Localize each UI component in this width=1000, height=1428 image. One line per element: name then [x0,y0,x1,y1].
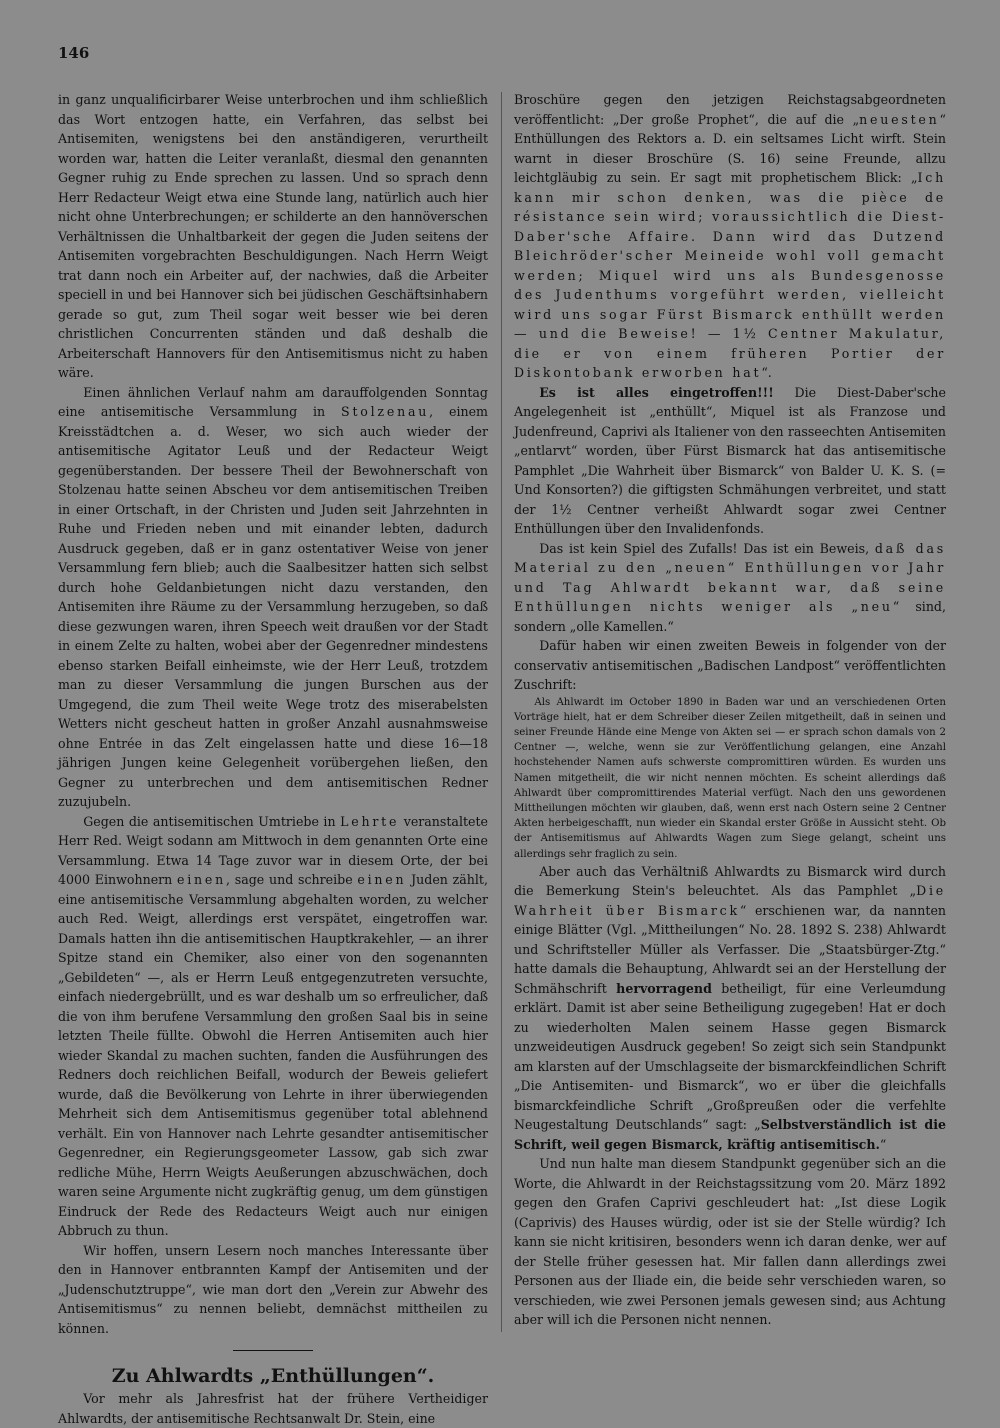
page-number: 146 [58,44,90,62]
bold-text: Selbstverständlich ist die Schrift, weil gegen Bismarck, kräftig antisemitisch. [514,1117,946,1152]
text-run: Aber auch das Verhältniß Ahlwardts zu Bismarck wird durch die Bemerkung Stein's beleuchtet. Als das Pamphlet „ [514,863,946,899]
right-column [514,90,946,1330]
text-run: Gegen die antisemitischen Umtriebe in [83,813,341,829]
paragraph: Dafür haben wir einen zweiten Beweis in folgender von der conservativ antisemitischen „Badischen Landpost“ veröffentlichten Zuschrift: [514,638,946,692]
quoted-letter: Als Ahlwardt im October 1890 in Baden war und an verschiedenen Orten Vorträge hielt, hat er dem Schreiber dieser Zeilen mitgetheilt, daß in seinen und seiner Freunde Hände eine Menge von Akten sei — er sprach schon damals von 2 Centner —, welche, wenn sie zur Veröffentlichung gelangen, eine Anzahl hochstehender Namen aufs schwerste compromittiren würden. Es wurden uns Namen mitgetheilt, die wir nicht nennen möchten. Es scheint allerdings daß Ahlwardt über compromittirendes Material verfügt. Nach den uns gewordenen Mittheilungen möchten wir glauben, daß, wenn erst nach Ostern seine 2 Centner Akten herbeigeschafft, nun wieder ein Skandal erster Größe in Aussicht steht. Ob der Antisemitismus auf Ahlwardts Wagen zum Siege gelangt, scheint uns allerdings sehr fraglich zu sein. [514,696,946,860]
text-run: Juden zählt, eine antisemitische Versammlung abgehalten worden, zu welcher auch Red. Weigt, allerdings erst verspätet, eingetroffen war. Damals hatten ihn die antisemitischen Hauptkrakehler, — an ihrer Spitze stand ein Chemiker, also einer von den sogenannten „Gebildeten“ —, als er Herrn Leuß entgegenzutreten versuchte, einfach niedergebrüllt, und es war deshalb um so erfreulicher, daß die von ihm berufene Versammlung den großen Saal bis in seine letzten Theile füllte. Obwohl die Herren Antisemiten auch hier wieder Skandal zu machen suchten, fanden die Ausführungen des Redners doch reichlichen Beifall, wodurch der Beweis geliefert wurde, daß die Bevölkerung von Lehrte in ihrer überwiegenden Mehrheit sich dem Antisemitismus gegenüber total ablehnend verhält. Ein von Hannover nach Lehrte gesandter antisemitischer Gegenredner, ein Regierungsgeometer Lassow, gab sich zwar redliche Mühe, Herrn Weigts Aeußerungen abzuschwächen, doch waren seine Argumente nicht zugkräftig genug, um dem günstigen Eindruck der Rede des Redacteurs Weigt auch nur einigen Abbruch zu thun. [58,872,488,1238]
spaced-text: Stolzenau [341,404,430,419]
text-run: “ Enthüllungen des Rektors a. D. ein seltsames Licht wirft. Stein warnt in dieser Broschüre (S. 16) seine Freunde, allzu leichtgläubig zu sein. Er sagt mit prophetischem Blick: „ [514,111,946,185]
text-run: sind, sondern „olle Kamellen.“ [514,599,947,634]
text-run: Das ist kein Spiel des Zufalls! Das ist ein Beweis, [539,540,875,556]
paragraph [58,812,488,1241]
paragraph [514,383,946,539]
spaced-text: einen [357,872,407,887]
spaced-text: Die Wahrheit über Bismarck [514,883,946,918]
spaced-text: neuesten [859,111,940,127]
left-column [58,90,488,1428]
paragraph [58,383,488,812]
text-run: betheiligt, für eine Verleumdung erklärt. Damit ist aber seine Betheiligung zugegeben! Hat er doch zu wiederholten Malen seinem Hasse gegen Bismarck unzweideutigen Ausdruck gegeben! So zeigt sich sein Standpunkt am klarsten auf der Umschlagseite der bismarckfeindlichen Schrift „Die Antisemiten- und Bismarck“, wo er über die gleichfalls bismarckfeindliche Schrift „Großpreußen oder die verfehlte Neugestaltung Deutschlands“ sagt: „ [514,980,946,1133]
text-run: , einem Kreisstädtchen a. d. Weser, wo sich auch wieder der antisemitische Agitator Leuß und der Redacteur Weigt gegenüberstanden. Der bessere Theil der Bewohnerschaft von Stolzenau hatte seinen Abscheu vor dem antisemitischen Treiben in einer Ortschaft, in der Christen und Juden seit Jahrzehnten in Ruhe und Frieden neben und mit einander lebten, dadurch Ausdruck gegeben, daß er in ganz ostentativer Weise von jener Versammlung fern blieb; auch die Saalbesitzer hatten sich selbst durch hohe Geldanbietungen nicht dazu verstanden, den Antisemiten ihre Räume zu der Versammlung herzugeben, so daß diese gezwungen waren, ihren Speech weit draußen vor der Stadt in einem Zelte zu halten, wobei aber der Gegenredner mindestens ebenso starken Beifall einheimste, wie der Herr Leuß, trotzdem man zu dieser Versammlung die jungen Burschen aus der Umgegend, die zum Theil weite Wege trotz des miserabelsten Wetters nicht gescheut hatten in großer Anzahl ausnahmsweise ohne Entrée in das Zelt eingelassen hatte und diese 16—18 jährigen Jungen keine Gelegenheit vorübergehen ließen, den Gegner zu unterbrechen und dem antisemitischen Redner zuzujubeln. [58,404,488,809]
text-run: “ [879,1136,887,1152]
text-run: “. [761,365,772,380]
spaced-quote: Ich kann mir schon denken, was die pièce de résistance sein wird; voraussichtlich die Diest-Daber'sche Affaire. Dann wird das Dutzend Bleichröder'scher Meineide wohl voll gemacht werden; Miquel wird uns als Bundesgenosse des Judenthums vorgeführt werden, vielleicht wird uns sogar Fürst Bismarck enthüllt werden — und die Beweise! — 1½ Centner Makulatur, die er von einem früheren Portier der Diskontobank erworben hat [514,170,946,380]
paragraph [514,539,946,637]
text-run: Einen ähnlichen Verlauf nahm am darauffolgenden Sonntag eine antisemitische Versammlung in [58,384,488,419]
text-run: , sage und schreibe [226,872,358,887]
spaced-text: Lehrte [340,813,400,829]
text-run: Die Diest-Daber'sche Angelegenheit ist „enthüllt“, Miquel ist als Franzose und Judenfreund, Caprivi als Italiener von den rasseechten Antisemiten „entlarvt“ worden, über Fürst Bismarck hat das antisemitische Pamphlet „Die Wahrheit über Bismarck“ von Balder U. K. S. (= Und Konsorten?) die giftigsten Schmähungen verbreitet, und statt der 1½ Centner verheißt Ahlwardt sogar zwei Centner Enthüllungen über den Invalidenfonds. [514,384,946,536]
text-run: veranstaltete Herr Red. Weigt sodann am Mittwoch in dem genannten Orte eine Versammlung. Etwa 14 Tage zuvor war in diesem Orte, der bei 4000 Einwohnern [58,813,488,887]
paragraph: Vor mehr als Jahresfrist hat der frühere Vertheidiger Ahlwardts, der antisemitische Rechtsanwalt Dr. Stein, eine [58,1391,488,1426]
column-divider [501,92,502,1332]
bold-text: Es ist alles eingetroffen!!! [539,384,774,400]
article-title: Zu Ahlwardts „Enthüllungen“. [111,1365,435,1387]
paragraph [514,90,946,383]
paragraph: in ganz unqualificirbarer Weise unterbrochen und ihm schließlich das Wort entzogen hatte, ein Verfahren, das selbst bei Antisemiten, wenigstens bei den anständigeren, verurtheilt worden war, hatten die Leiter veranlaßt, diesmal den genannten Gegner ruhig zu Ende sprechen zu lassen. Und so sprach denn Herr Redacteur Weigt etwa eine Stunde lang, natürlich auch hier nicht ohne Unterbrechungen; er schilderte an den hannöverschen Verhältnissen die Unhaltbarkeit der gegen die Juden seitens der Antisemiten vorgebrachten Beschuldigungen. Nach Herrn Weigt trat dann noch ein Arbeiter auf, der nachwies, daß die Arbeiter speciell in und bei Hannover sich bei jüdischen Geschäftsinhabern gerade so gut, zum Theil sogar weit besser wie bei deren christlichen Concurrenten ständen und daß deshalb die Arbeiterschaft Hannovers für den Antisemitismus nicht zu haben wäre. [58,92,488,380]
text-run: Broschüre gegen den jetzigen Reichstagsabgeordneten veröffentlicht: „Der große Prophet“, die auf die „ [514,92,946,127]
section-rule [233,1350,313,1351]
text-run: “ erschienen war, da nannten einige Blätter (Vgl. „Mittheilungen“ No. 28. 1892 S. 238) Ahlwardt und Schriftsteller Müller als Verfasser. Die „Staatsbürger-Ztg.“ hatte damals die Behauptung, Ahlwardt sei an der Herstellung der Schmähschrift [514,902,947,996]
bold-text: hervorragend [616,980,712,996]
spaced-text: daß das Material zu den „neuen“ Enthüllungen vor Jahr und Tag Ahlwardt bekannt war, daß seine Enthüllungen nichts weniger als „neu“ [514,540,946,614]
spaced-text: einen [177,872,227,887]
paragraph [514,862,946,1155]
paragraph: Wir hoffen, unsern Lesern noch manches Interessante über den in Hannover entbrannten Kampf der Antisemiten und der „Judenschutztruppe“, wie man dort den „Verein zur Abwehr des Antisemitismus“ zu nennen beliebt, demnächst mittheilen zu können. [58,1242,488,1336]
paragraph: Und nun halte man diesem Standpunkt gegenüber sich an die Worte, die Ahlwardt in der Reichstagssitzung vom 20. März 1892 gegen den Grafen Caprivi geschleudert hat: „Ist diese Logik (Caprivis) des Hauses würdig, oder ist sie der Stelle würdig? Ich kann sie nicht kritisiren, besonders wenn ich daran denke, wer auf der Stelle früher gesessen hat. Mir fallen dann allerdings zwei Personen aus der Iliade ein, die beide sehr verschieden waren, so verschieden, wie zwei Personen jemals gewesen sind; aus Achtung aber will ich die Personen nicht nennen. [514,1156,946,1328]
